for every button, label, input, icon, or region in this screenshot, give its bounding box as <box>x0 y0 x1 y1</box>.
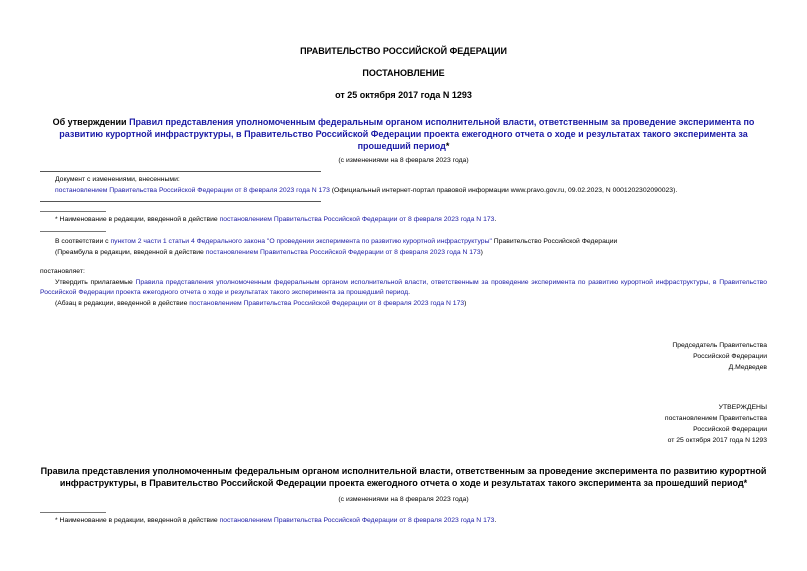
preamble-suffix: Правительство Российской Федерации <box>491 238 618 245</box>
amendments-label: Документ с изменениями, внесенными: <box>55 176 180 183</box>
divider-bottom <box>40 201 321 202</box>
footnote-2-link[interactable]: постановлением Правительства Российской Федерации от 8 февраля 2023 года N 173 <box>219 517 495 524</box>
footnote-divider-2 <box>40 231 106 232</box>
preamble <box>55 237 617 247</box>
government-name: ПРАВИТЕЛЬСТВО РОССИЙСКОЙ ФЕДЕРАЦИИ <box>300 46 507 56</box>
decree-word: постановляет: <box>40 268 85 275</box>
signature-position: Председатель Правительства <box>672 342 767 349</box>
title-rules-link[interactable]: Правил представления уполномоченным федеральным органом исполнительной власти, ответственным за проведение эксперимента по развитию курортной инфраструктуры, в Правительство Российской Федерации проекта ежегодного отчета о ходе и результатах такого эксперимента за прошедший период <box>59 117 755 151</box>
signature-name: Д.Медведев <box>728 364 767 371</box>
footnote-1-suffix: . <box>494 216 497 223</box>
footnote-2-suffix: . <box>494 517 497 524</box>
amendments-line <box>55 186 775 196</box>
approve-suffix: . <box>408 289 411 296</box>
preamble-law-link[interactable]: пунктом 2 части 1 статьи 4 Федерального закона "О проведении эксперимента по развитию курортной инфраструктуры" <box>110 238 492 245</box>
title-prefix: Об утверждении <box>52 117 130 127</box>
approve-prefix: Утвердить прилагаемые <box>55 279 136 286</box>
title-footnote-star: * <box>445 141 450 151</box>
decree-note-suffix: ) <box>464 300 467 307</box>
decree-note <box>55 299 466 309</box>
preamble-note-suffix: ) <box>480 249 483 256</box>
footnote-2 <box>55 516 496 526</box>
decree-note-link[interactable]: постановлением Правительства Российской Федерации от 8 февраля 2023 года N 173 <box>189 300 465 307</box>
footnote-2-prefix: * Наименование в редакции, введенной в действие <box>55 517 220 524</box>
rules-changes-note: (с изменениями на 8 февраля 2023 года) <box>338 496 469 503</box>
approved-stamp: УТВЕРЖДЕНЫ <box>718 404 767 411</box>
preamble-note <box>55 248 483 258</box>
footnote-1-link[interactable]: постановлением Правительства Российской Федерации от 8 февраля 2023 года N 173 <box>219 216 495 223</box>
document-date-number: от 25 октября 2017 года N 1293 <box>335 90 472 100</box>
amendment-source: (Официальный интернет-портал правовой информации www.pravo.gov.ru, 09.02.2023, N 0001202302090023). <box>329 187 678 194</box>
footnote-divider-1 <box>40 211 106 212</box>
changes-note: (с изменениями на 8 февраля 2023 года) <box>338 157 469 164</box>
approved-by: постановлением Правительства <box>664 415 767 422</box>
preamble-note-link[interactable]: постановлением Правительства Российской Федерации от 8 февраля 2023 года N 173 <box>205 249 481 256</box>
signature-country: Российской Федерации <box>693 353 767 360</box>
footnote-divider-3 <box>40 512 106 513</box>
rules-title: Правила представления уполномоченным федеральным органом исполнительной власти, ответственным за проведение эксперимента по развитию курортной инфраструктуры, в Правительство Российской Федерации проекта ежегодного отчета о ходе и результатах такого эксперимента за прошедший период* <box>40 466 767 488</box>
footnote-1-prefix: * Наименование в редакции, введенной в действие <box>55 216 220 223</box>
preamble-prefix: В соответствии с <box>55 238 111 245</box>
document-type: ПОСТАНОВЛЕНИЕ <box>362 68 445 78</box>
preamble-note-prefix: (Преамбула в редакции, введенной в действие <box>55 249 206 256</box>
approved-date: от 25 октября 2017 года N 1293 <box>667 437 767 444</box>
footnote-1 <box>55 215 496 225</box>
amendment-link[interactable]: постановлением Правительства Российской Федерации от 8 февраля 2023 года N 173 <box>55 187 330 194</box>
document-title <box>50 116 757 152</box>
decree-note-prefix: (Абзац в редакции, введенной в действие <box>55 300 190 307</box>
approved-country: Российской Федерации <box>693 426 767 433</box>
approve-rules-link[interactable]: Правила представления уполномоченным федеральным органом исполнительной власти, ответственным за проведение эксперимента по развитию курортной инфраструктуры, в Правительство Российской Федерации проекта ежегодного отчета о ходе и результатах такого эксперимента за прошедший период <box>40 279 767 296</box>
decree-approve <box>40 278 767 298</box>
divider-top <box>40 171 321 172</box>
